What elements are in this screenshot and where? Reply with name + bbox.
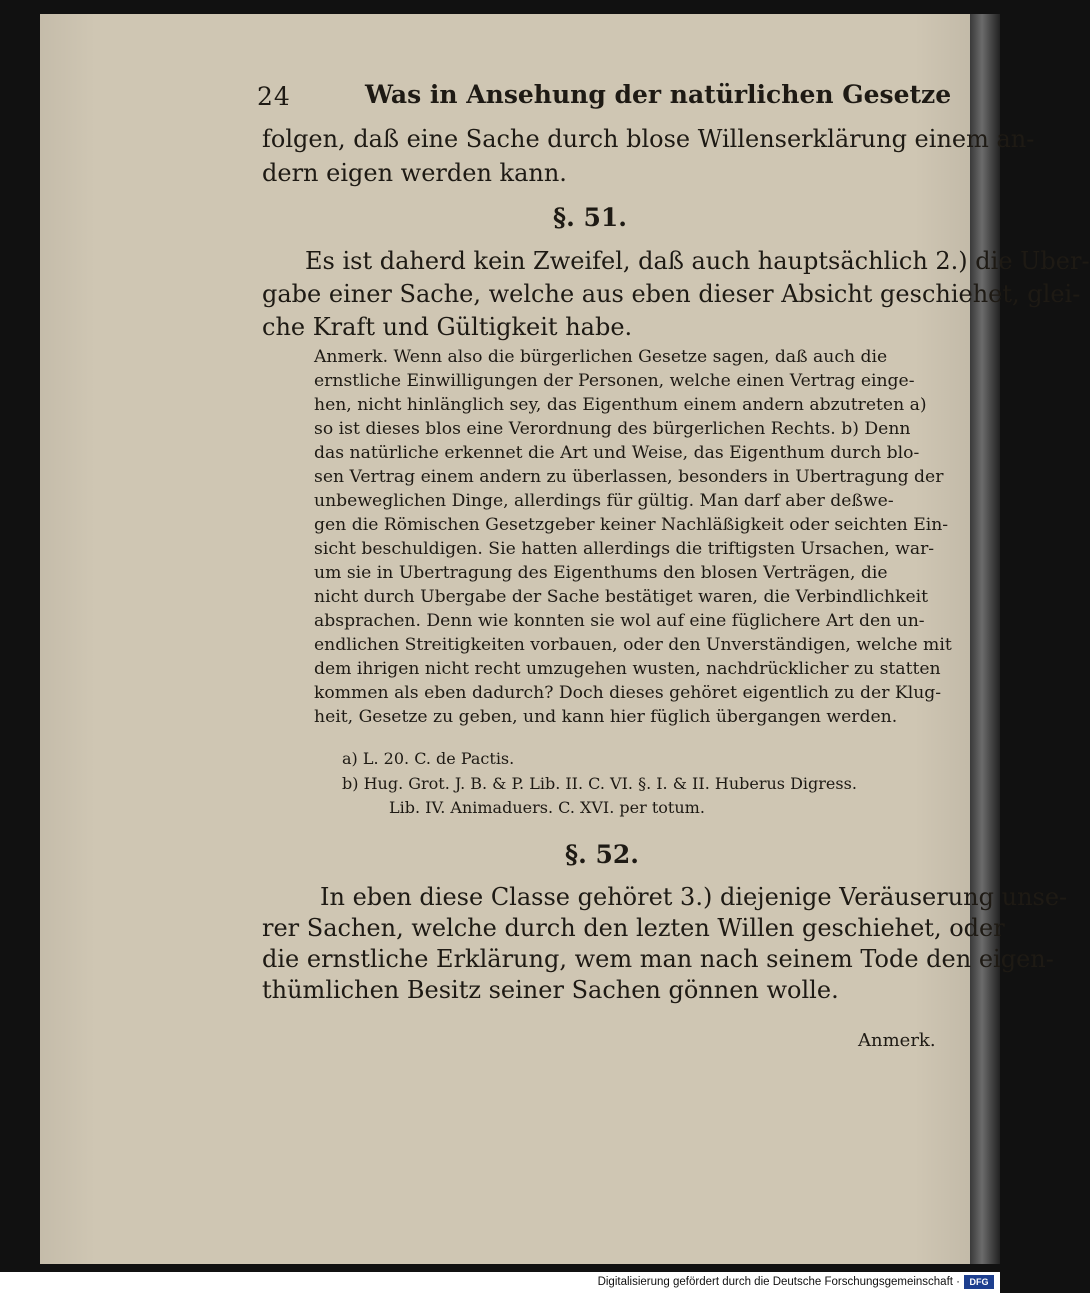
note-line: hen, nicht hinlänglich sey, das Eigenthum einem andern abzutreten a) xyxy=(314,395,927,415)
note-line: gen die Römischen Gesetzgeber keiner Nachläßigkeit oder seichten Ein- xyxy=(314,515,949,535)
note-line: sicht beschuldigen. Sie hatten allerdings die triftigsten Ursachen, war- xyxy=(314,539,935,559)
catchword: Anmerk. xyxy=(858,1030,936,1051)
note-line: ernstliche Einwilligungen der Personen, welche einen Vertrag einge- xyxy=(314,371,915,391)
note-line: heit, Gesetze zu geben, und kann hier füglich übergangen werden. xyxy=(314,707,898,727)
running-head: Was in Ansehung der natürlichen Gesetze xyxy=(365,80,952,109)
footnote-b: b) Hug. Grot. J. B. & P. Lib. II. C. VI. §. I. & II. Huberus Digress. xyxy=(342,774,857,793)
footer-credit[interactable]: Digitalisierung gefördert durch die Deutsche Forschungsgemeinschaft · xyxy=(597,1276,960,1288)
note-line: dem ihrigen nicht recht umzugehen wusten, nachdrücklicher zu statten xyxy=(314,659,941,679)
intro-line: folgen, daß eine Sache durch blose Willenserklärung einem an- xyxy=(262,125,1035,153)
footnote-a: a) L. 20. C. de Pactis. xyxy=(342,749,515,768)
note-line: Anmerk. Wenn also die bürgerlichen Gesetze sagen, daß auch die xyxy=(314,347,888,367)
body-line: Es ist daherd kein Zweifel, daß auch hauptsächlich 2.) die Uber- xyxy=(305,247,1090,275)
note-line: so ist dieses blos eine Verordnung des bürgerlichen Rechts. b) Denn xyxy=(314,419,911,439)
section-heading-51: §. 51. xyxy=(553,203,627,232)
dfg-logo-icon[interactable]: DFG xyxy=(964,1275,994,1289)
note-line: kommen als eben dadurch? Doch dieses gehöret eigentlich zu der Klug- xyxy=(314,683,942,703)
note-line: um sie in Ubertragung des Eigenthums den blosen Verträgen, die xyxy=(314,563,888,583)
page-edge xyxy=(970,14,1000,1264)
note-line: das natürliche erkennet die Art und Weise, das Eigenthum durch blo- xyxy=(314,443,920,463)
note-line: sen Vertrag einem andern zu überlassen, besonders in Ubertragung der xyxy=(314,467,944,487)
body-line: die ernstliche Erklärung, wem man nach seinem Tode den eigen- xyxy=(262,945,1054,973)
note-line: nicht durch Ubergabe der Sache bestätiget waren, die Verbindlichkeit xyxy=(314,587,929,607)
note-line: absprachen. Denn wie konnten sie wol auf eine füglichere Art den un- xyxy=(314,611,925,631)
intro-line: dern eigen werden kann. xyxy=(262,159,567,187)
body-line: In eben diese Classe gehöret 3.) diejenige Veräuserung unse- xyxy=(320,883,1068,911)
body-line: gabe einer Sache, welche aus eben dieser Absicht geschiehet, glei- xyxy=(262,280,1081,308)
section-heading-52: §. 52. xyxy=(565,840,639,869)
footnote-b-continued: Lib. IV. Animaduers. C. XVI. per totum. xyxy=(389,798,705,817)
note-line: endlichen Streitigkeiten vorbauen, oder den Unverständigen, welche mit xyxy=(314,635,952,655)
body-line: thümlichen Besitz seiner Sachen gönnen wolle. xyxy=(262,976,839,1004)
note-line: unbeweglichen Dinge, allerdings für gültig. Man darf aber deßwe- xyxy=(314,491,894,511)
body-line: che Kraft und Gültigkeit habe. xyxy=(262,313,633,341)
body-line: rer Sachen, welche durch den lezten Willen geschiehet, oder xyxy=(262,914,1005,942)
page-number: 24 xyxy=(257,82,291,111)
